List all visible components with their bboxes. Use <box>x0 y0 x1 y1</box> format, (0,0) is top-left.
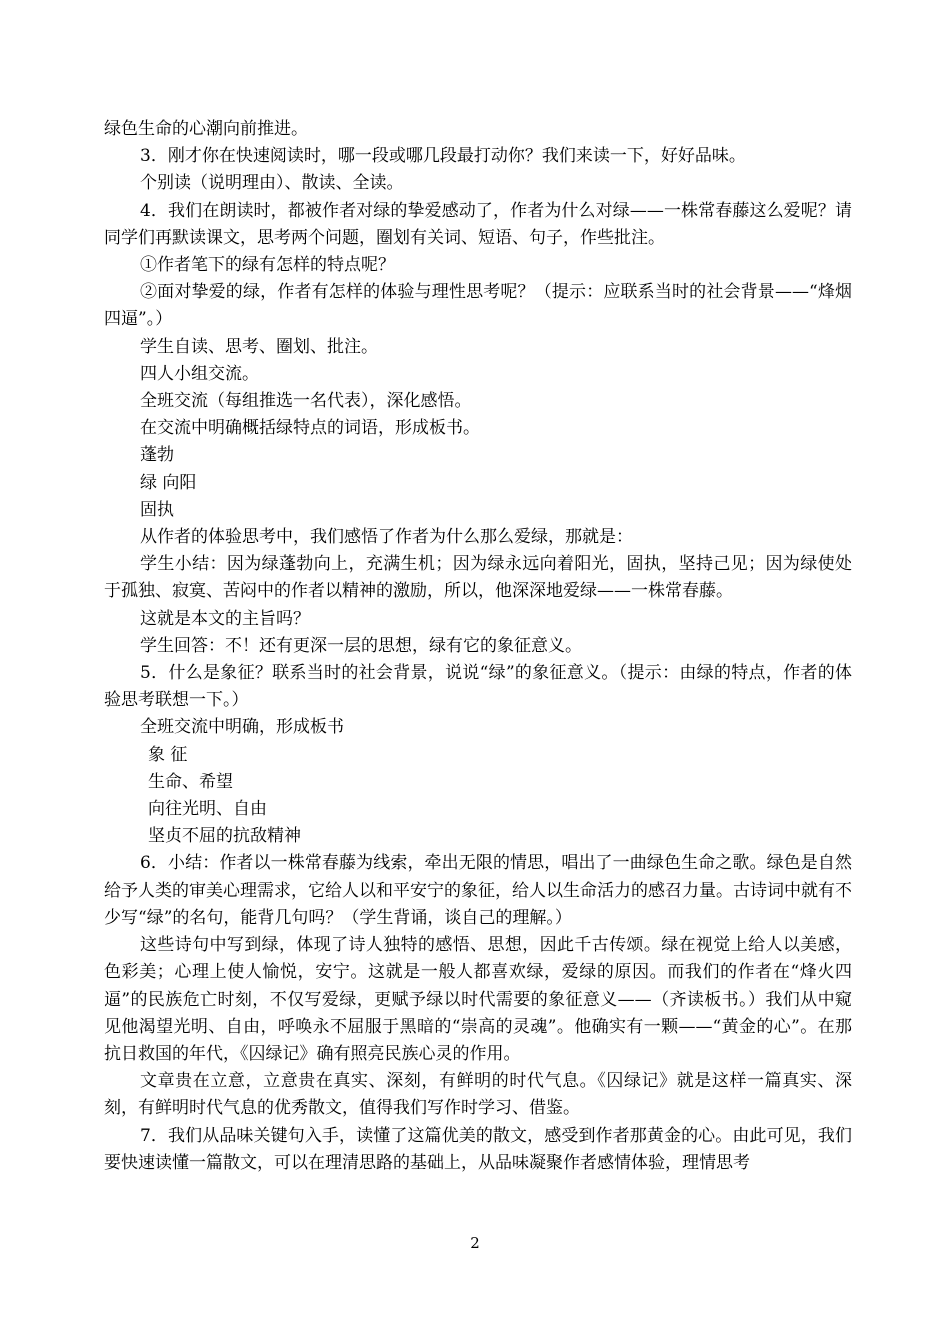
paragraph: 4．我们在朗读时，都被作者对绿的挚爱感动了，作者为什么对绿——一株常春藤这么爱呢？请同学们再默读课文，思考两个问题，圈划有关词、短语、句子，作些批注。 <box>104 200 852 248</box>
paragraph: 6．小结：作者以一株常春藤为线索，牵出无限的情思，唱出了一曲绿色生命之歌。绿色是自然给予人类的审美心理需求，它给人以和平安宁的象征，给人以生命活力的感召力量。古诗词中就有不少写“绿”的名句，能背几句吗？（学生背诵，谈自己的理解。） <box>104 853 852 928</box>
paragraph: 绿色生命的心潮向前推进。 <box>104 119 308 139</box>
paragraph: 3．刚才你在快速阅读时，哪一段或哪几段最打动你？我们来读一下，好好品味。 <box>140 146 746 167</box>
paragraph: 在交流中明确概括绿特点的词语，形成板书。 <box>140 418 480 439</box>
paragraph: 学生自读、思考、圈划、批注。 <box>140 336 378 357</box>
board-note-line: 生命、希望 <box>148 771 233 792</box>
board-note-line: 固执 <box>140 499 174 520</box>
paragraph: 学生回答：不！还有更深一层的思想，绿有它的象征意义。 <box>140 635 582 656</box>
paragraph: 全班交流中明确，形成板书 <box>140 717 344 738</box>
paragraph: 学生小结：因为绿蓬勃向上，充满生机；因为绿永远向着阳光，固执，坚持己见；因为绿使处于孤独、寂寞、苦闷中的作者以精神的激励，所以，他深深地爱绿——一株常春藤。 <box>104 554 852 602</box>
paragraph: 5．什么是象征？联系当时的社会背景，说说“绿”的象征意义。（提示：由绿的特点，作者的体验思考联想一下。） <box>104 663 852 711</box>
board-note-line: 蓬勃 <box>140 445 174 466</box>
board-note-line: 象 征 <box>148 744 188 765</box>
board-note-line: 坚贞不屈的抗敌精神 <box>148 826 301 847</box>
page-number: 2 <box>470 1234 480 1252</box>
paragraph: 从作者的体验思考中，我们感悟了作者为什么那么爱绿，那就是： <box>140 527 633 548</box>
paragraph: 全班交流（每组推选一名代表），深化感悟。 <box>140 391 472 412</box>
board-note-line: 向往光明、自由 <box>148 799 267 820</box>
question-item: ②面对挚爱的绿，作者有怎样的体验与理性思考呢？（提示：应联系当时的社会背景——“烽烟四逼”。） <box>104 282 852 330</box>
paragraph: 这就是本文的主旨吗？ <box>140 608 310 629</box>
paragraph: 个别读（说明理由）、散读、全读。 <box>140 173 404 194</box>
question-item: ①作者笔下的绿有怎样的特点呢？ <box>140 255 395 276</box>
paragraph: 四人小组交流。 <box>140 363 259 384</box>
paragraph: 7．我们从品味关键句入手，读懂了这篇优美的散文，感受到作者那黄金的心。由此可见，我们要快速读懂一篇散文，可以在理清思路的基础上，从品味凝聚作者感情体验，理情思考 <box>104 1125 852 1173</box>
board-note-line: 绿 向阳 <box>140 472 197 493</box>
paragraph: 文章贵在立意，立意贵在真实、深刻，有鲜明的时代气息。《囚绿记》就是这样一篇真实、深刻，有鲜明时代气息的优秀散文，值得我们写作时学习、借鉴。 <box>104 1071 852 1119</box>
document-body <box>104 116 852 1177</box>
paragraph: 这些诗句中写到绿，体现了诗人独特的感悟、思想，因此千古传颂。绿在视觉上给人以美感，色彩美；心理上使人愉悦，安宁。这就是一般人都喜欢绿，爱绿的原因。而我们的作者在“烽火四逼”的民族危亡时刻，不仅写爱绿，更赋予绿以时代需要的象征意义——（齐读板书。）我们从中窥见他渴望光明、自由，呼唤永不屈服于黑暗的“崇高的灵魂”。他确实有一颗——“黄金的心”。在那抗日救国的年代，《囚绿记》确有照亮民族心灵的作用。 <box>104 935 852 1064</box>
